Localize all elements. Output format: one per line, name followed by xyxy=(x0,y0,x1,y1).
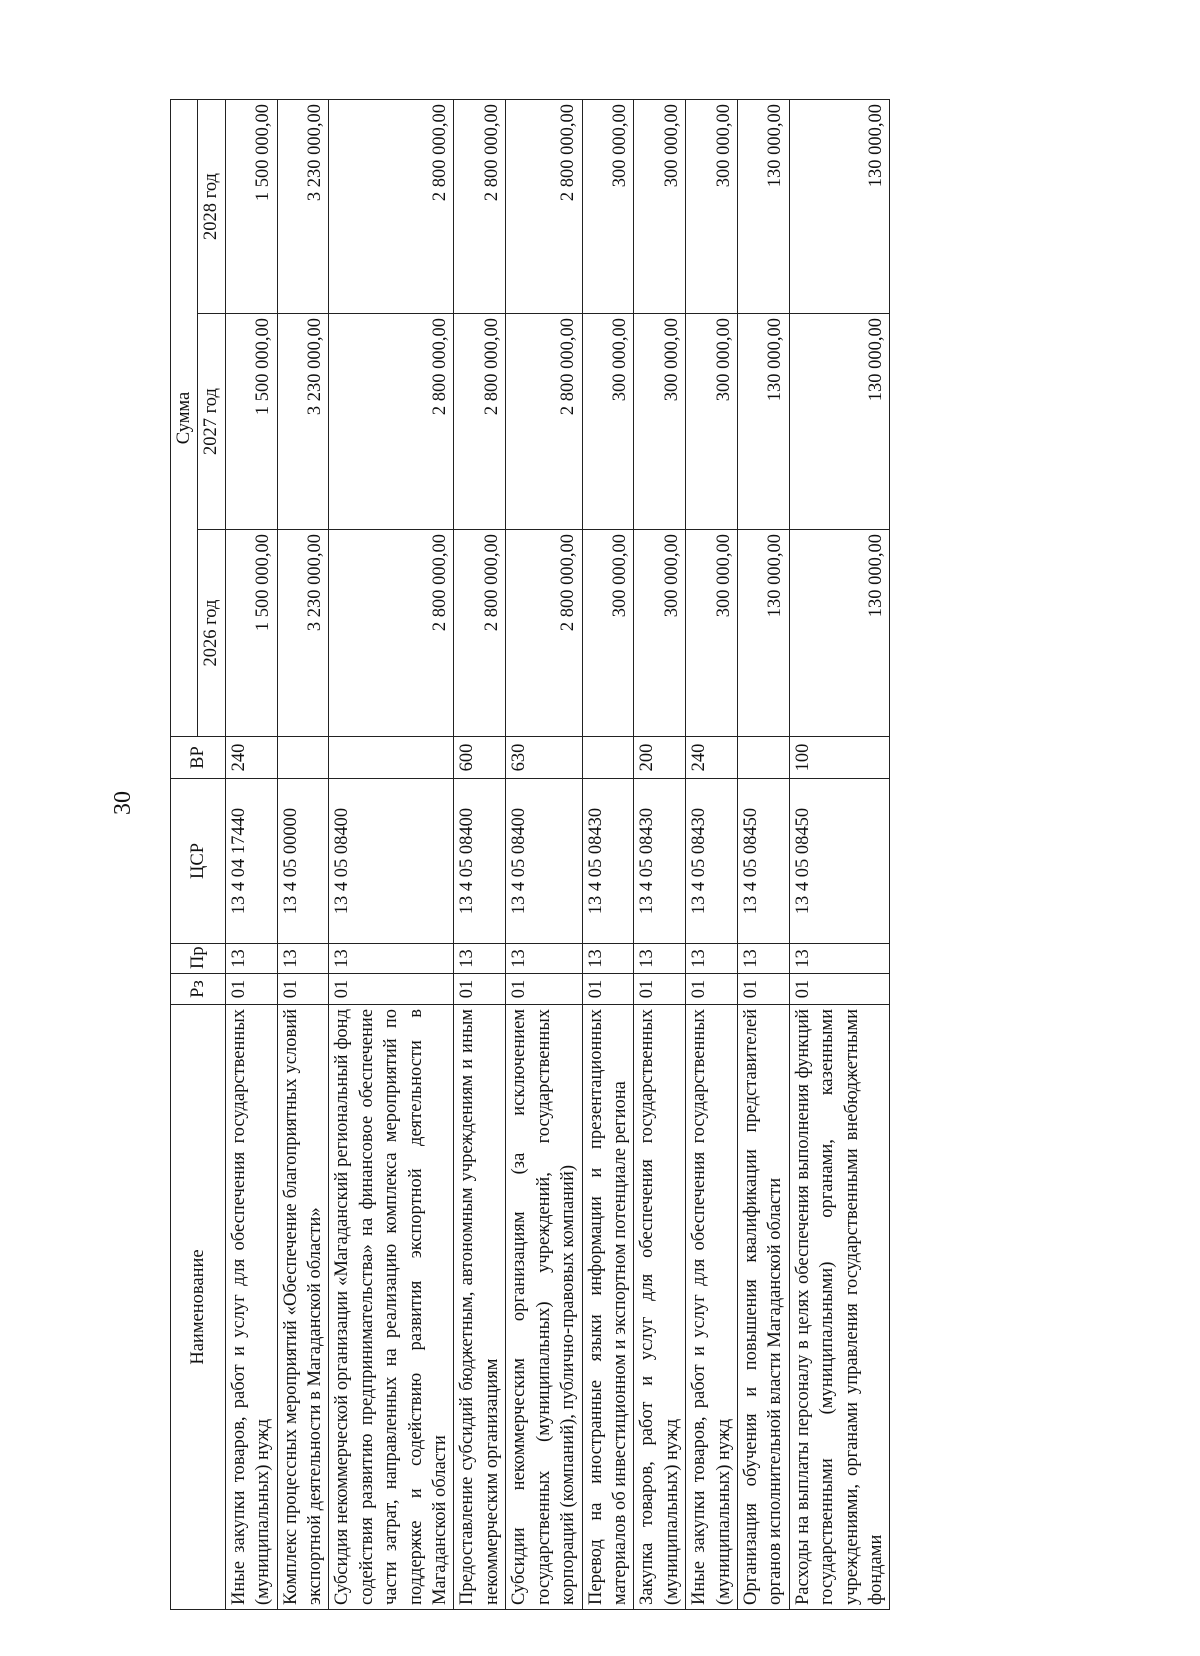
cell-rz: 01 xyxy=(506,974,582,1005)
cell-pr: 13 xyxy=(454,944,506,974)
page-number: 30 xyxy=(110,791,136,815)
cell-2027: 130 000,00 xyxy=(737,314,789,530)
header-2026: 2026 год xyxy=(198,530,225,737)
cell-2026: 300 000,00 xyxy=(686,530,738,737)
cell-name: Перевод на иностранные языки информации и презентационных материалов об инвестиционном и экспортном потенциале региона xyxy=(582,1005,634,1610)
cell-vr xyxy=(329,737,454,779)
table-row xyxy=(329,99,454,1609)
header-rz: Рз xyxy=(171,974,226,1005)
cell-2026: 130 000,00 xyxy=(789,530,890,737)
cell-2028: 1 500 000,00 xyxy=(225,99,277,313)
cell-2027: 2 800 000,00 xyxy=(506,314,582,530)
cell-2027: 3 230 000,00 xyxy=(277,314,329,530)
cell-vr: 630 xyxy=(506,737,582,779)
cell-rz: 01 xyxy=(686,974,738,1005)
header-2027: 2027 год xyxy=(198,314,225,530)
table-header xyxy=(171,99,226,1609)
cell-name: Закупка товаров, работ и услуг для обеспечения государственных (муниципальных) нужд xyxy=(634,1005,686,1610)
header-pr: Пр xyxy=(171,944,226,974)
cell-vr: 240 xyxy=(225,737,277,779)
table-row xyxy=(506,99,582,1609)
cell-name: Предоставление субсидий бюджетным, автономным учреждениям и иным некоммерческим организациям xyxy=(454,1005,506,1610)
cell-pr: 13 xyxy=(789,944,890,974)
cell-rz: 01 xyxy=(277,974,329,1005)
cell-2027: 300 000,00 xyxy=(686,314,738,530)
cell-csr: 13 4 05 08430 xyxy=(582,779,634,944)
cell-2026: 2 800 000,00 xyxy=(329,530,454,737)
cell-pr: 13 xyxy=(686,944,738,974)
cell-rz: 01 xyxy=(634,974,686,1005)
cell-vr: 600 xyxy=(454,737,506,779)
header-csr: ЦСР xyxy=(171,779,226,944)
rotated-page xyxy=(170,100,1070,1610)
table-row xyxy=(789,99,890,1609)
cell-pr: 13 xyxy=(277,944,329,974)
cell-vr: 200 xyxy=(634,737,686,779)
cell-csr: 13 4 05 08400 xyxy=(454,779,506,944)
cell-2026: 3 230 000,00 xyxy=(277,530,329,737)
cell-2027: 2 800 000,00 xyxy=(329,314,454,530)
cell-csr: 13 4 05 08450 xyxy=(789,779,890,944)
cell-vr xyxy=(582,737,634,779)
cell-vr: 100 xyxy=(789,737,890,779)
cell-pr: 13 xyxy=(225,944,277,974)
cell-csr: 13 4 05 08430 xyxy=(686,779,738,944)
header-2028: 2028 год xyxy=(198,99,225,313)
cell-pr: 13 xyxy=(582,944,634,974)
cell-rz: 01 xyxy=(582,974,634,1005)
cell-pr: 13 xyxy=(634,944,686,974)
table-row xyxy=(582,99,634,1609)
cell-name: Субсидия некоммерческой организации «Магаданский региональный фонд содействия развитию предпринимательства» на финансовое обеспечение части затрат, направленных на реализацию комплекса мероприятий по поддержке и содействию развития экспортной деятельности в Магаданской области xyxy=(329,1005,454,1610)
cell-pr: 13 xyxy=(506,944,582,974)
cell-2026: 2 800 000,00 xyxy=(506,530,582,737)
cell-name: Комплекс процессных мероприятий «Обеспечение благоприятных условий экспортной деятельности в Магаданской области» xyxy=(277,1005,329,1610)
cell-rz: 01 xyxy=(329,974,454,1005)
cell-vr xyxy=(737,737,789,779)
cell-rz: 01 xyxy=(454,974,506,1005)
header-sum: Сумма xyxy=(171,99,198,736)
cell-2028: 2 800 000,00 xyxy=(506,99,582,313)
cell-vr: 240 xyxy=(686,737,738,779)
cell-2027: 1 500 000,00 xyxy=(225,314,277,530)
cell-2027: 2 800 000,00 xyxy=(454,314,506,530)
cell-2027: 300 000,00 xyxy=(634,314,686,530)
cell-rz: 01 xyxy=(737,974,789,1005)
table-row xyxy=(225,99,277,1609)
cell-2028: 130 000,00 xyxy=(737,99,789,313)
cell-2028: 130 000,00 xyxy=(789,99,890,313)
cell-csr: 13 4 05 08430 xyxy=(634,779,686,944)
cell-2027: 300 000,00 xyxy=(582,314,634,530)
cell-pr: 13 xyxy=(329,944,454,974)
header-vr: ВР xyxy=(171,737,226,779)
cell-name: Иные закупки товаров, работ и услуг для обеспечения государственных (муниципальных) нужд xyxy=(686,1005,738,1610)
budget-table xyxy=(170,99,890,1610)
cell-2028: 300 000,00 xyxy=(634,99,686,313)
cell-csr: 13 4 04 17440 xyxy=(225,779,277,944)
cell-2026: 300 000,00 xyxy=(582,530,634,737)
cell-2027: 130 000,00 xyxy=(789,314,890,530)
cell-2028: 3 230 000,00 xyxy=(277,99,329,313)
cell-name: Организация обучения и повышения квалификации представителей органов исполнительной власти Магаданской области xyxy=(737,1005,789,1610)
table-row xyxy=(277,99,329,1609)
cell-name: Расходы на выплаты персоналу в целях обеспечения выполнения функций государственными (муниципальными) органами, казенными учреждениями, органами управления государственными внебюджетными фондами xyxy=(789,1005,890,1610)
table-body xyxy=(225,99,890,1609)
table-row xyxy=(634,99,686,1609)
cell-rz: 01 xyxy=(225,974,277,1005)
header-name: Наименование xyxy=(171,1005,226,1610)
cell-2028: 300 000,00 xyxy=(582,99,634,313)
cell-name: Иные закупки товаров, работ и услуг для обеспечения государственных (муниципальных) нужд xyxy=(225,1005,277,1610)
table-row xyxy=(686,99,738,1609)
cell-2028: 300 000,00 xyxy=(686,99,738,313)
cell-2026: 2 800 000,00 xyxy=(454,530,506,737)
cell-2028: 2 800 000,00 xyxy=(454,99,506,313)
cell-2026: 130 000,00 xyxy=(737,530,789,737)
table-row xyxy=(737,99,789,1609)
cell-csr: 13 4 05 08400 xyxy=(506,779,582,944)
cell-rz: 01 xyxy=(789,974,890,1005)
cell-2026: 300 000,00 xyxy=(634,530,686,737)
table-row xyxy=(454,99,506,1609)
cell-csr: 13 4 05 08400 xyxy=(329,779,454,944)
cell-name: Субсидии некоммерческим организациям (за исключением государственных (муниципальных) учреждений, государственных корпораций (компаний), публично-правовых компаний) xyxy=(506,1005,582,1610)
cell-csr: 13 4 05 08450 xyxy=(737,779,789,944)
cell-2026: 1 500 000,00 xyxy=(225,530,277,737)
cell-2028: 2 800 000,00 xyxy=(329,99,454,313)
cell-pr: 13 xyxy=(737,944,789,974)
cell-vr xyxy=(277,737,329,779)
cell-csr: 13 4 05 00000 xyxy=(277,779,329,944)
